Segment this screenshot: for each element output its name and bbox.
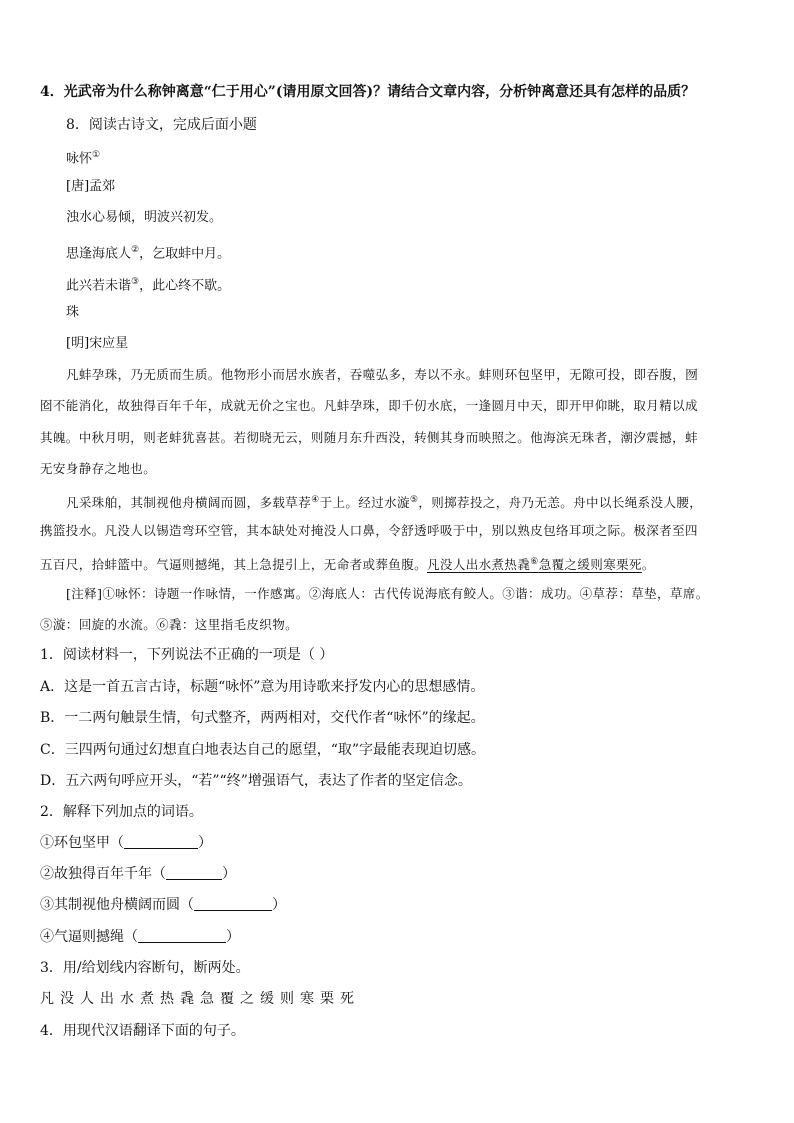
- poem-title: [66, 145, 100, 169]
- prose-p2-line-1: [66, 490, 702, 513]
- prose-p1-line-3: 其魄。中秋月明，则老蚌犹喜甚。若彻晓无云，则随月东升西没，转侧其身而映照之。他海滨无珠者，潮汐震撼，蚌: [40, 430, 698, 445]
- notes-line-2: ⑤漩：回旋的水流。⑥毳：这里指毛皮织物。: [40, 617, 299, 632]
- prose-p2-seg-c: ，则掷荐投之，舟乃无恙。舟中以长绳系没人腰，: [418, 495, 703, 511]
- poem-line-3b: ，此心终不歇。: [139, 278, 231, 294]
- prose-p1-line-4: 无安身静存之地也。: [40, 461, 157, 476]
- poem-note-2: ②: [131, 245, 140, 255]
- question-2-item-1: [40, 833, 212, 853]
- answer-blank-2[interactable]: [166, 865, 222, 880]
- prose-p2-seg-d: 五百尺，拾蚌篮中。气逼则撼绳，其上急提引上，无命者或葬鱼腹。: [40, 557, 428, 573]
- question-3-text: 凡没人出水煮热毳急覆之缓则寒栗死: [40, 991, 360, 1007]
- underlined-seg-1: 凡没人出水煮热毳: [427, 557, 531, 573]
- poem-author: [唐]孟郊: [66, 179, 116, 194]
- question-2-item-2: [40, 864, 236, 884]
- poem-line-3: [66, 272, 230, 296]
- poem-title-note: ①: [92, 150, 101, 160]
- q2-item-4-text: ④气逼则撼绳（: [40, 929, 138, 945]
- prose-author: [明]宋应星: [66, 336, 129, 351]
- prose-p2-seg-b: 于上。经过水漩: [319, 495, 410, 511]
- prose-p2-seg-a: 凡采珠舶，其制视他舟横阔而圆，多载草荐: [66, 495, 312, 511]
- close-paren: ）: [222, 866, 236, 882]
- q2-item-2-text: ②故独得百年千年（: [40, 866, 166, 882]
- prose-note-4: ④: [311, 495, 320, 505]
- question-1-option-c: C．三四两句通过幻想直白地表达自己的愿望，“取”字最能表现迫切感。: [40, 742, 486, 758]
- underlined-seg-2: 急覆之缓则寒栗死: [538, 557, 642, 573]
- section-8-heading: 8．阅读古诗文，完成后面小题: [66, 117, 257, 133]
- poem-note-3: ③: [131, 277, 140, 287]
- prose-p2-seg-end: 。: [641, 557, 655, 573]
- q2-item-1-text: ①环包坚甲（: [40, 835, 124, 851]
- question-3: 3．用/给划线内容断句，断两处。: [40, 960, 250, 976]
- close-paren: ）: [272, 897, 286, 913]
- question-2-item-3: [40, 895, 286, 915]
- prose-title: 珠: [66, 305, 80, 320]
- poem-line-2a: 思逢海底人: [66, 246, 132, 262]
- poem-line-1: 浊水心易倾，明波兴初发。: [66, 210, 223, 225]
- prose-p1-line-1: 凡蚌孕珠，乃无质而生质。他物形小而居水族者，吞噬弘多，寿以不永。蚌则环包坚甲，无隙可投，即吞腹，囫: [66, 367, 699, 382]
- question-4-previous: 4．光武帝为什么称钟离意“仁于用心”(请用原文回答)？请结合文章内容，分析钟离意还具有怎样的品质？: [40, 84, 696, 100]
- question-1-option-a: A．这是一首五言古诗，标题“咏怀”意为用诗歌来抒发内心的思想感情。: [40, 679, 485, 695]
- question-4: 4．用现代汉语翻译下面的句子。: [40, 1023, 245, 1039]
- question-2-item-4: [40, 927, 240, 947]
- question-1: 1．阅读材料一，下列说法不正确的一项是（ ）: [40, 647, 334, 663]
- answer-blank-3[interactable]: [194, 896, 272, 911]
- question-1-option-d: D．五六两句呼应开头，“若”“终”增强语气，表达了作者的坚定信念。: [40, 773, 472, 789]
- prose-note-5: ⑤: [409, 495, 419, 505]
- prose-p2-line-2: 携篮投水。凡没人以锡造弯环空管，其本缺处对掩没人口鼻，令舒透呼吸于中，别以熟皮包络耳项之际。极深者至四: [40, 523, 698, 538]
- poem-line-2: [66, 240, 230, 264]
- poem-title-text: 咏怀: [66, 151, 93, 167]
- notes-line-1: [注释]①咏怀：诗题一作咏情，一作感寓。②海底人：古代传说海底有鲛人。③谐：成功。④草荐：草垫，草席。: [66, 586, 709, 601]
- close-paren: ）: [198, 835, 212, 851]
- prose-note-6: ⑥: [530, 557, 539, 567]
- poem-line-3a: 此兴若未谐: [66, 278, 132, 294]
- answer-blank-1[interactable]: [124, 834, 198, 849]
- prose-p1-line-2: 囵不能消化，故独得百年千年，成就无价之宝也。凡蚌孕珠，即千仞水底，一逢圆月中天，即开甲仰眺，取月精以成: [40, 398, 698, 413]
- poem-line-2b: ，乞取蚌中月。: [139, 246, 231, 262]
- prose-p2-line-3: [40, 552, 655, 575]
- question-2: 2．解释下列加点的词语。: [40, 804, 203, 820]
- underlined-sentence: [427, 557, 642, 572]
- q2-item-3-text: ③其制视他舟横阔而圆（: [40, 897, 194, 913]
- question-1-option-b: B．一二两句触景生情，句式整齐，两两相对，交代作者“咏怀”的缘起。: [40, 710, 485, 726]
- answer-blank-4[interactable]: [138, 928, 226, 943]
- close-paren: ）: [226, 929, 240, 945]
